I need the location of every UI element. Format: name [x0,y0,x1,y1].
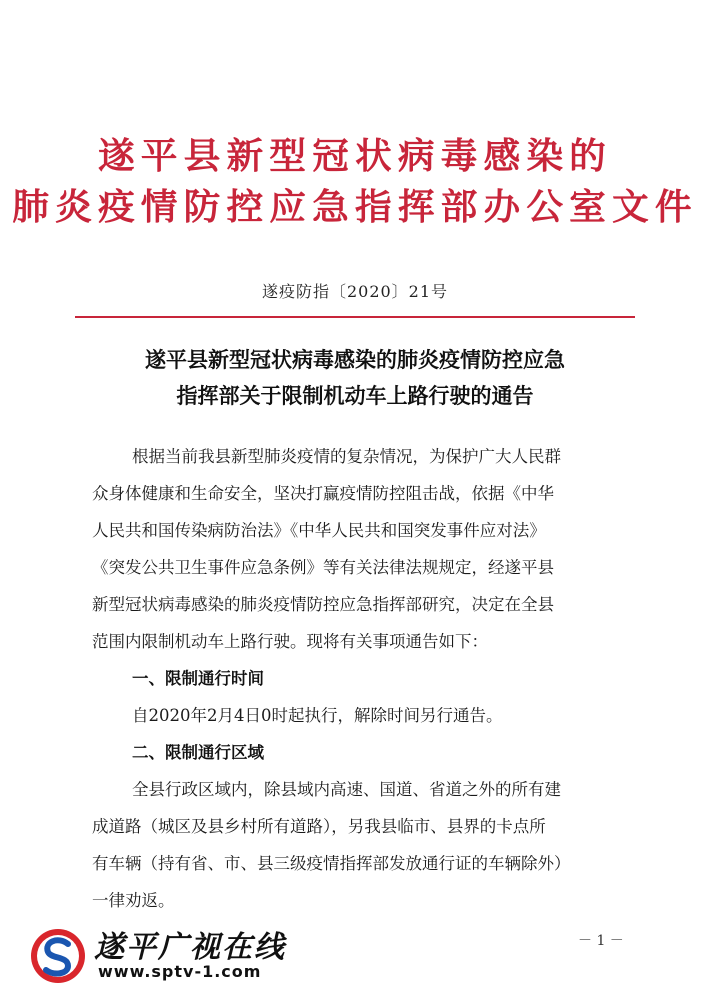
notice-title-line2: 指挥部关于限制机动车上路行驶的通告 [176,384,534,408]
intro-line: 《突发公共卫生事件应急条例》等有关法律法规规定，经遂平县 [92,558,554,577]
section2-line: 一律劝返。 [92,891,175,910]
intro-line: 众身体健康和生命安全，坚决打赢疫情防控阻击战，依据《中华 [92,484,554,503]
notice-title-line1: 遂平县新型冠状病毒感染的肺炎疫情防控应急 [145,348,565,372]
intro-line: 范围内限制机动车上路行驶。现将有关事项通告如下： [92,632,488,651]
intro-line: 根据当前我县新型肺炎疫情的复杂情况，为保护广大人民群 [132,447,561,466]
brand-name: 遂平广视在线 [94,930,286,965]
document-number: 遂疫防指〔2020〕21号 [261,282,449,301]
section1-text: 自2020年2月4日0时起执行，解除时间另行通告。 [132,706,503,725]
brand-url: www.sptv-1.com [98,962,262,981]
section2-line: 有车辆（持有省、市、县三级疫情指挥部发放通行证的车辆除外） [92,854,571,873]
section2-line: 成道路（城区及县乡村所有道路），另我县临市、县界的卡点所 [92,817,546,836]
org-title-line1: 遂平县新型冠状病毒感染的 [97,136,613,177]
intro-line: 人民共和国传染病防治法》《中华人民共和国突发事件应对法》 [92,521,546,540]
sptv-logo-icon [28,926,88,986]
page-number: － 1 － [578,933,624,949]
intro-line: 新型冠状病毒感染的肺炎疫情防控应急指挥部研究，决定在全县 [92,595,554,614]
section2-heading: 二、限制通行区域 [132,743,264,762]
org-title-line2: 肺炎疫情防控应急指挥部办公室文件 [12,187,698,228]
section2-line: 全县行政区域内，除县域内高速、国道、省道之外的所有建 [132,780,561,799]
red-divider [75,316,635,318]
section1-heading: 一、限制通行时间 [132,669,264,688]
